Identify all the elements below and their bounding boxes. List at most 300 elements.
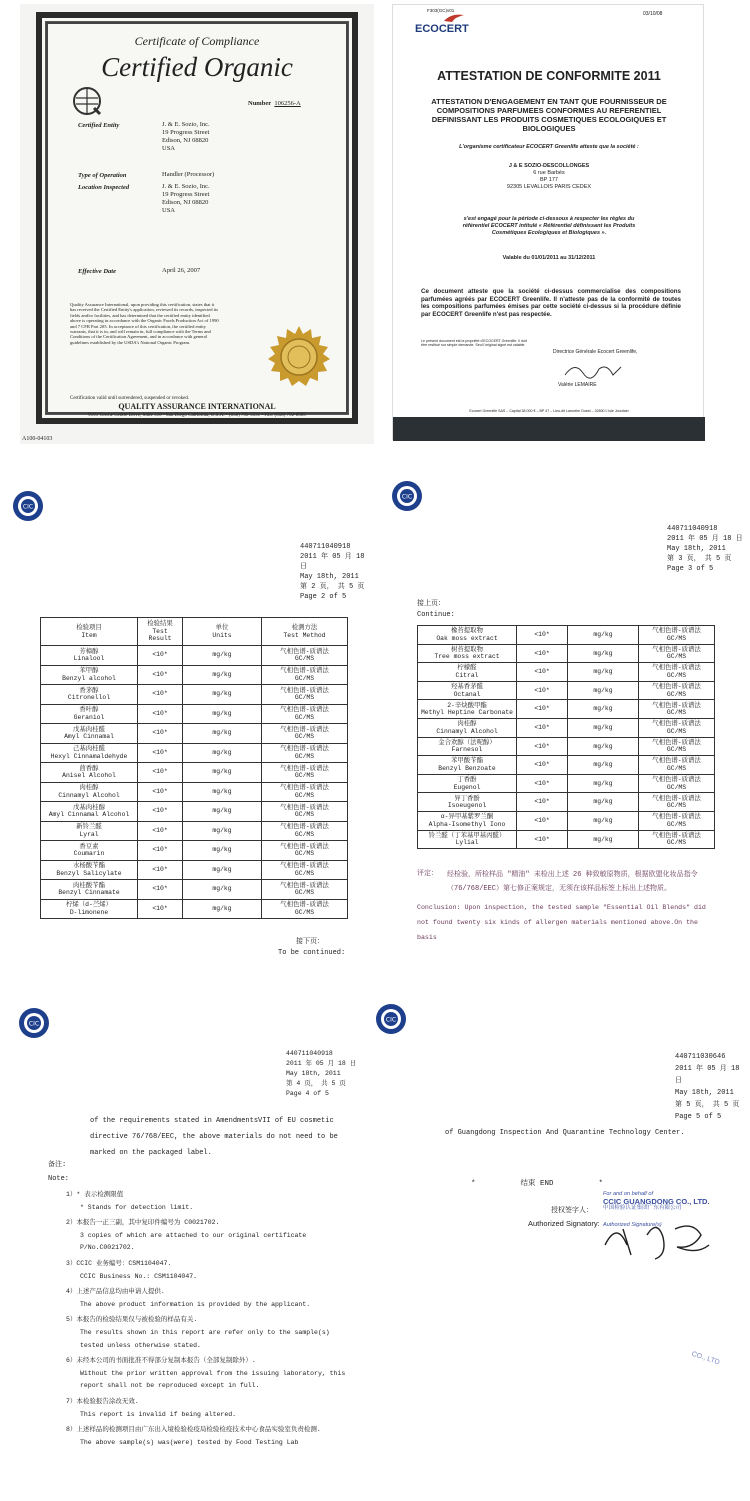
- unit-cell: [183, 704, 262, 724]
- unit-cell: [568, 756, 639, 775]
- location-line: J. & E. Sozio, Inc.: [162, 183, 210, 190]
- results-table: [40, 617, 348, 919]
- note-cn-text: 3）CCIC 业务编号：CSM1104047.: [66, 1259, 172, 1267]
- result-cell-text: <10*: [152, 651, 168, 659]
- header-units: [183, 618, 262, 646]
- page-number-cn: 第 5 页， 共 5 页: [675, 1101, 740, 1109]
- location-label: Location Inspected: [78, 184, 130, 191]
- table-row: [418, 793, 715, 812]
- ecocert-engaged: s'est engagé pour la période ci-dessous à respecter les règles du référentiel ECOCERT intitulé « Référentiel définissant les Produits Cosmétiques Ecologiques et Biologiques ».: [462, 216, 636, 236]
- item-cell-text: Cinnamyl Alcohol: [58, 791, 120, 799]
- method-cell-text: GC/MS: [294, 772, 315, 780]
- result-cell-text: <10*: [534, 742, 550, 750]
- item-cell: [418, 663, 517, 682]
- note-cn: 备注:: [48, 1161, 67, 1169]
- result-cell: [138, 724, 183, 744]
- method-cell-text: GC/MS: [294, 869, 315, 877]
- qai-globe-icon: [72, 86, 102, 116]
- method-cell: [262, 880, 348, 900]
- notes-list: [66, 1189, 346, 1452]
- item-cell-text: Amyl Cinnamal: [64, 733, 114, 741]
- item-cell-text: 香叶醇: [79, 706, 99, 714]
- method-cell-text: 气相色谱-质谱法: [280, 706, 329, 714]
- result-cell: [138, 704, 183, 724]
- table-row: [41, 899, 348, 919]
- unit-cell: [183, 782, 262, 802]
- note-item: [66, 1396, 346, 1421]
- unit-cell-text: mg/kg: [593, 631, 613, 638]
- report-number: 440711040918: [300, 543, 351, 551]
- certificate-heading: Certificate of Compliance: [134, 34, 260, 48]
- item-cell-text: Eugenol: [453, 783, 481, 791]
- result-cell: [138, 802, 183, 822]
- method-cell-text: GC/MS: [666, 839, 687, 847]
- item-cell: [41, 802, 138, 822]
- unit-cell: [183, 899, 262, 919]
- table-row: [41, 763, 348, 783]
- unit-cell-text: mg/kg: [593, 742, 613, 750]
- note-cn-text: 4）上述产品信息均由申请人提供.: [66, 1288, 165, 1296]
- effective-date: April 26, 2007: [162, 267, 201, 274]
- result-cell: [517, 774, 568, 793]
- method-cell-text: GC/MS: [294, 713, 315, 721]
- signature-icon: [563, 359, 623, 381]
- report-date-en: May 18th, 2011: [300, 573, 359, 581]
- compliance-paragraph: Quality Assurance International, upon providing this certification, states that it has received the Certified Entity's application, reviewed its records, inspected its fields and/or facilities, and has determined that the certified entity identified above is operating in accordance with the Organic Foods Production Act of 1990 and 7 CFR Part 205. In acceptance of this certification, the certified entity warrants, that it is in, and will remain in, full compliance with the Terms and Conditions of the Certification Agreement, and in accordance with general guidelines established by the USDA's National Organic Program.: [70, 302, 219, 345]
- result-cell-text: <10*: [152, 690, 168, 698]
- item-cell-text: 茴香醇: [79, 764, 99, 772]
- header-method: [262, 618, 348, 646]
- method-cell: [639, 774, 715, 793]
- unit-cell-text: mg/kg: [593, 816, 613, 824]
- method-cell-text: GC/MS: [294, 694, 315, 702]
- item-cell-text: 苯甲酸苄酯: [451, 757, 483, 765]
- note-item: [66, 1217, 346, 1255]
- cic-logo-text: CIC: [385, 1016, 397, 1024]
- unit-cell: [568, 681, 639, 700]
- item-cell-text: Amyl Cinnamal Alcohol: [48, 811, 130, 819]
- page-number-cn: 第 4 页， 共 5 页: [286, 1080, 346, 1087]
- lead-text: of the requirements stated in AmendmentsVII of EU cosmetic directive 76/768/EEC, the above materials do not need to be marked on the packaged label.: [90, 1117, 338, 1157]
- method-cell-text: 气相色谱-质谱法: [652, 757, 701, 765]
- table-row: [41, 860, 348, 880]
- certified-entity-label: Certified Entity: [78, 122, 120, 129]
- result-cell: [138, 841, 183, 861]
- method-cell-text: GC/MS: [294, 733, 315, 741]
- page-number-en: Page 2 of 5: [300, 593, 347, 601]
- ecocert-director-title: Directrice Générale Ecocert Greenlife,: [553, 349, 638, 355]
- item-cell-text: Cinnamyl Alcohol: [436, 727, 498, 735]
- item-cell-text: Benzyl Cinnamate: [58, 889, 120, 897]
- table-row: [41, 724, 348, 744]
- header-result-en: Test: [152, 627, 168, 635]
- method-cell: [262, 724, 348, 744]
- report-date-cn: 2011 年 05 月 18 日: [300, 553, 365, 571]
- issuer-name: QUALITY ASSURANCE INTERNATIONAL: [118, 402, 276, 411]
- ecocert-director-name: Valérie LEMAIRE: [558, 382, 597, 388]
- header-method-cn: 检测方法: [291, 623, 318, 631]
- page-number-en: Page 4 of 5: [286, 1090, 329, 1097]
- method-cell: [639, 663, 715, 682]
- result-cell: [138, 821, 183, 841]
- item-cell: [418, 626, 517, 645]
- item-cell: [418, 718, 517, 737]
- item-cell-text: Geraniol: [73, 713, 105, 721]
- validity-note: Certification valid until surrendered, suspended or revoked.: [70, 396, 190, 401]
- method-cell-text: GC/MS: [666, 802, 687, 810]
- header-units-cn: 单位: [215, 623, 229, 631]
- company-line: 6 rue Barbès: [533, 170, 565, 176]
- item-cell-text: 戊基肉桂醛: [73, 725, 105, 733]
- method-cell-text: 气相色谱-质谱法: [280, 667, 329, 675]
- note-item: [66, 1286, 346, 1311]
- comment-label: 评定：: [417, 870, 438, 878]
- result-cell: [517, 644, 568, 663]
- company-line: 92305 LEVALLOIS PARIS CEDEX: [506, 184, 592, 190]
- page-number-cn: 第 3 页， 共 5 页: [667, 555, 732, 563]
- method-cell-text: 气相色谱-质谱法: [652, 738, 701, 746]
- note-en: Note:: [48, 1175, 70, 1183]
- item-cell: [41, 841, 138, 861]
- method-cell: [639, 718, 715, 737]
- header-item: [41, 618, 138, 646]
- item-cell-text: 异丁香酚: [454, 794, 480, 802]
- item-cell-text: Benzyl Benzoate: [438, 764, 496, 772]
- unit-cell-text: mg/kg: [212, 690, 232, 698]
- method-cell: [262, 665, 348, 685]
- number-label: Number: [248, 100, 272, 107]
- method-cell-text: GC/MS: [294, 791, 315, 799]
- item-cell: [418, 700, 517, 719]
- note-cn-text: 1）* 表示检测限值: [66, 1191, 124, 1198]
- report-number: 440711030646: [675, 1053, 726, 1061]
- entity-line: Edison, NJ 08820: [162, 137, 209, 144]
- result-cell: [517, 700, 568, 719]
- conclusion-en: Conclusion: Upon inspection, the tested sample "Essential Oil Blends" did not found twenty six kinds of allergen materials mentioned above.On the basis: [417, 904, 706, 941]
- method-cell: [639, 626, 715, 645]
- cic-logo-text: CIC: [28, 1020, 40, 1028]
- unit-cell: [568, 663, 639, 682]
- result-cell-text: <10*: [152, 885, 168, 893]
- cic-logo-icon: [375, 1003, 407, 1035]
- report-page-4: [0, 995, 375, 1501]
- company-line: J & E SOZIO-DESCOLLONGES: [508, 163, 590, 169]
- unit-cell: [568, 793, 639, 812]
- item-cell: [418, 830, 517, 849]
- table-row: [418, 830, 715, 849]
- item-cell-text: 戊基肉桂醇: [73, 803, 105, 811]
- method-cell-text: GC/MS: [294, 908, 315, 916]
- method-cell-text: GC/MS: [666, 727, 687, 735]
- result-cell-text: <10*: [152, 729, 168, 737]
- stamp-company: CCIC GUANGDONG CO., LTD.: [603, 1197, 710, 1206]
- item-cell: [41, 880, 138, 900]
- method-cell-text: 气相色谱-质谱法: [280, 745, 329, 753]
- ecocert-subtitle: ATTESTATION D'ENGAGEMENT EN TANT QUE FOURNISSEUR DE COMPOSITIONS PARFUMEES CONFORMES AU REFERENTIEL DEFINISSANT LES PRODUITS COSMETIQUES ECOLOGIQUES ET BIOLOGIQUES: [431, 97, 667, 133]
- result-cell-text: <10*: [152, 768, 168, 776]
- note-item: [66, 1424, 346, 1449]
- result-cell: [517, 811, 568, 830]
- table-row: [418, 663, 715, 682]
- item-cell: [418, 644, 517, 663]
- unit-cell-text: mg/kg: [593, 668, 613, 676]
- result-cell-text: <10*: [534, 761, 550, 769]
- header-result-en2: Result: [148, 635, 172, 643]
- report-header: [286, 1049, 356, 1099]
- unit-cell-text: mg/kg: [593, 835, 613, 843]
- table-row: [418, 626, 715, 645]
- method-cell-text: GC/MS: [294, 811, 315, 819]
- method-cell-text: GC/MS: [294, 674, 315, 682]
- result-cell-text: <10*: [534, 798, 550, 806]
- report-date-en: May 18th, 2011: [667, 545, 726, 553]
- result-cell-text: <10*: [152, 846, 168, 854]
- result-cell: [138, 899, 183, 919]
- result-cell-text: <10*: [534, 649, 550, 657]
- cic-logo-text: CIC: [401, 493, 413, 501]
- result-cell: [138, 763, 183, 783]
- ecocert-attestation: [392, 4, 704, 440]
- item-cell: [41, 743, 138, 763]
- item-cell-text: 柠檬醛: [457, 664, 477, 672]
- note-cn-text: 7）本检验报告涂改无效.: [66, 1397, 139, 1405]
- note-cn-text: 5）本报告的检验结果仅与被检验的样品有关.: [66, 1316, 198, 1324]
- item-cell: [418, 737, 517, 756]
- unit-cell: [183, 665, 262, 685]
- ecocert-body: Ce document atteste que la société ci-dessus commercialise des compositions parfumées agréés par ECOCERT Greenlife. Il n'atteste pas de la conformité de toutes les compositions parfumées émises par cette société ci-dessus si la procédure définie par ECOCERT Greenlife n'est pas respectée.: [421, 288, 681, 318]
- cic-logo-icon: [18, 1007, 50, 1039]
- report-date-cn: 2011 年 05 月 18 日: [675, 1065, 740, 1085]
- operation-value: Handler (Processor): [162, 171, 215, 178]
- method-cell-text: 气相色谱-质谱法: [280, 784, 329, 792]
- item-cell-text: 羟基香茅醛: [451, 682, 483, 690]
- note-item: [66, 1258, 346, 1283]
- result-cell: [138, 665, 183, 685]
- certified-entity: [162, 121, 210, 153]
- method-cell: [639, 700, 715, 719]
- result-cell-text: <10*: [152, 709, 168, 717]
- result-cell-text: <10*: [152, 865, 168, 873]
- table-header-row: [41, 618, 348, 646]
- item-cell: [41, 704, 138, 724]
- item-cell-text: 芳樟醇: [79, 647, 99, 655]
- item-cell-text: 水杨酸苄酯: [73, 862, 105, 870]
- note-item: [66, 1314, 346, 1352]
- header-result: [138, 618, 183, 646]
- ecocert-footer-band: [393, 417, 705, 441]
- table-row: [41, 665, 348, 685]
- method-cell-text: GC/MS: [294, 655, 315, 663]
- continue-cn: 接上页：: [417, 600, 445, 608]
- item-cell-text: α-异甲基紫罗兰酮: [440, 813, 494, 821]
- report-header: [667, 524, 743, 574]
- item-cell-text: D-limonene: [69, 908, 109, 916]
- note-en-text: The above product information is provided by the applicant.: [80, 1300, 311, 1308]
- table-row: [41, 704, 348, 724]
- item-cell-text: Methyl Heptine Carbonate: [420, 709, 514, 717]
- result-cell-text: <10*: [534, 668, 550, 676]
- report-date-en: May 18th, 2011: [675, 1089, 734, 1097]
- method-cell-text: 气相色谱-质谱法: [652, 664, 701, 672]
- number-value: 106256-A: [274, 100, 301, 107]
- method-cell-text: GC/MS: [294, 889, 315, 897]
- item-cell-text: Linalool: [73, 655, 105, 663]
- note-en-text: The above sample(s) was(were) tested by Food Testing Lab: [80, 1438, 299, 1446]
- unit-cell: [568, 718, 639, 737]
- table-row: [41, 841, 348, 861]
- ecocert-attests: L'organisme certificateur ECOCERT Greenlife atteste que la société :: [459, 144, 639, 150]
- issuer-address: 9191 Towne Centre Drive, Suite 510 • San Diego California, U.S.A. • (858) 792-3531 • Fax: (858) 792-8665: [88, 413, 306, 418]
- ecocert-footer: Ecocert Greenlife SAS – Capital 38 000 € – BP 47 – Lieu-dit Lamothe Ouest – 32600 L'Isle Jourdain: [469, 409, 629, 413]
- unit-cell-text: mg/kg: [593, 798, 613, 806]
- method-cell-text: 气相色谱-质谱法: [280, 823, 329, 831]
- note-item: [66, 1189, 346, 1214]
- table-row: [418, 681, 715, 700]
- handwritten-signature-icon: [597, 1215, 717, 1265]
- table-row: [41, 646, 348, 666]
- result-cell-text: <10*: [152, 748, 168, 756]
- unit-cell: [568, 644, 639, 663]
- result-cell-text: <10*: [152, 670, 168, 678]
- result-cell: [138, 860, 183, 880]
- page-number-en: Page 3 of 5: [667, 565, 714, 573]
- report-header: [300, 542, 375, 602]
- location-line: USA: [162, 207, 176, 214]
- method-cell: [262, 782, 348, 802]
- note-en-text: 3 copies of which are attached to our original certificate P/No.C0021702.: [80, 1231, 307, 1252]
- item-cell-text: Anisel Alcohol: [62, 772, 116, 780]
- company-line: BP 177: [540, 177, 558, 183]
- item-cell-text: Benzyl alcohol: [62, 674, 116, 682]
- operation-label: Type of Operation: [78, 172, 127, 179]
- item-cell-text: Alpha-Isomethyl Iono: [428, 820, 506, 828]
- item-cell: [41, 685, 138, 705]
- result-cell-text: <10*: [534, 816, 550, 824]
- note-cn-text: 6）未经本公司的书面批准不得部分复制本报告（全部复制除外）.: [66, 1357, 256, 1365]
- note-en-text: Without the prior written approval from the issuing laboratory, this report shall not be reproduced except in full.: [80, 1369, 346, 1390]
- method-cell: [262, 899, 348, 919]
- report-number: 440711040918: [286, 1050, 333, 1057]
- page-number-cn: 第 2 页， 共 5 页: [300, 583, 365, 591]
- report-page-3: [375, 460, 750, 990]
- result-cell: [138, 880, 183, 900]
- method-cell-text: 气相色谱-质谱法: [652, 794, 701, 802]
- method-cell: [262, 685, 348, 705]
- unit-cell-text: mg/kg: [593, 705, 613, 713]
- note-en-text: CCIC Business No.: CSM1104047.: [80, 1272, 198, 1280]
- method-cell: [262, 802, 348, 822]
- unit-cell: [183, 860, 262, 880]
- entity-line: 19 Progress Street: [162, 129, 210, 136]
- note-en-text: * Stands for detection limit.: [80, 1203, 194, 1211]
- table-row: [418, 737, 715, 756]
- item-cell-text: Farnesol: [451, 746, 483, 754]
- item-cell-text: Isoeugenol: [447, 802, 487, 810]
- unit-cell: [568, 811, 639, 830]
- method-cell-text: GC/MS: [666, 820, 687, 828]
- note-item: [66, 1355, 346, 1393]
- item-cell-text: 金合欢醇（法呢醇）: [438, 738, 496, 746]
- result-cell: [517, 756, 568, 775]
- result-cell: [138, 782, 183, 802]
- report-header: [675, 1051, 750, 1123]
- item-cell: [418, 793, 517, 812]
- result-cell: [517, 626, 568, 645]
- method-cell-text: 气相色谱-质谱法: [652, 627, 701, 635]
- method-cell: [639, 737, 715, 756]
- continue-en: Continue:: [417, 611, 455, 619]
- method-cell-text: GC/MS: [666, 746, 687, 754]
- unit-cell: [183, 743, 262, 763]
- unit-cell-text: mg/kg: [212, 904, 232, 912]
- method-cell: [262, 821, 348, 841]
- method-cell-text: 气相色谱-质谱法: [280, 842, 329, 850]
- result-cell: [138, 685, 183, 705]
- report-page-2: [0, 460, 375, 990]
- unit-cell-text: mg/kg: [212, 807, 232, 815]
- unit-cell-text: mg/kg: [212, 846, 232, 854]
- ecocert-date: 03/10/08: [643, 11, 663, 17]
- item-cell-text: 新铃兰醛: [76, 823, 102, 831]
- method-cell-text: GC/MS: [666, 653, 687, 661]
- item-cell: [41, 782, 138, 802]
- method-cell-text: 气相色谱-质谱法: [652, 682, 701, 690]
- ecocert-form-code: F303(GC)v01: [427, 8, 455, 13]
- method-cell-text: GC/MS: [666, 634, 687, 642]
- unit-cell-text: mg/kg: [212, 826, 232, 834]
- end-marker: * 结束 END *: [471, 1180, 604, 1188]
- report-date-cn: 2011 年 05 月 18 日: [667, 535, 743, 543]
- method-cell: [262, 646, 348, 666]
- item-cell-text: 香茅醇: [79, 686, 99, 694]
- page-number-en: Page 5 of 5: [675, 1113, 722, 1121]
- item-cell-text: 香豆素: [79, 842, 99, 850]
- table-row: [41, 802, 348, 822]
- method-cell-text: GC/MS: [666, 764, 687, 772]
- result-cell: [517, 793, 568, 812]
- ecocert-note: Le présent document est la propriété d'ECOCERT Greenlife. Il doit être restitué sur simple demande. Seul l'original signé est valable.: [421, 339, 527, 348]
- item-cell-text: Citronellol: [67, 694, 111, 702]
- location-line: Edison, NJ 08820: [162, 199, 209, 206]
- method-cell-text: 气相色谱-质谱法: [652, 701, 701, 709]
- method-cell-text: 气相色谱-质谱法: [652, 775, 701, 783]
- item-cell-text: Lylial: [455, 839, 479, 847]
- unit-cell-text: mg/kg: [593, 761, 613, 769]
- method-cell-text: GC/MS: [666, 690, 687, 698]
- method-cell-text: GC/MS: [666, 709, 687, 717]
- gold-seal-icon: [268, 326, 330, 388]
- method-cell: [262, 704, 348, 724]
- item-cell: [41, 724, 138, 744]
- signatory-en: Authorized Signatory:: [528, 1219, 600, 1228]
- unit-cell: [568, 737, 639, 756]
- unit-cell-text: mg/kg: [212, 670, 232, 678]
- unit-cell: [183, 646, 262, 666]
- item-cell-text: 丁香酚: [457, 775, 477, 783]
- result-cell-text: <10*: [534, 631, 550, 638]
- item-cell-text: 铃兰醛（丁苯基甲基丙醛）: [428, 831, 506, 839]
- table-row: [418, 774, 715, 793]
- stamp-line: For and on behalf of: [603, 1191, 654, 1197]
- entity-line: USA: [162, 145, 176, 152]
- lead-text: of Guangdong Inspection And Quarantine Technology Center.: [445, 1129, 685, 1137]
- item-cell: [41, 763, 138, 783]
- item-cell-text: Octanal: [453, 690, 481, 698]
- item-cell-text: 肉桂酸苄酯: [73, 881, 105, 889]
- table-row: [418, 718, 715, 737]
- item-cell: [41, 821, 138, 841]
- item-cell: [418, 811, 517, 830]
